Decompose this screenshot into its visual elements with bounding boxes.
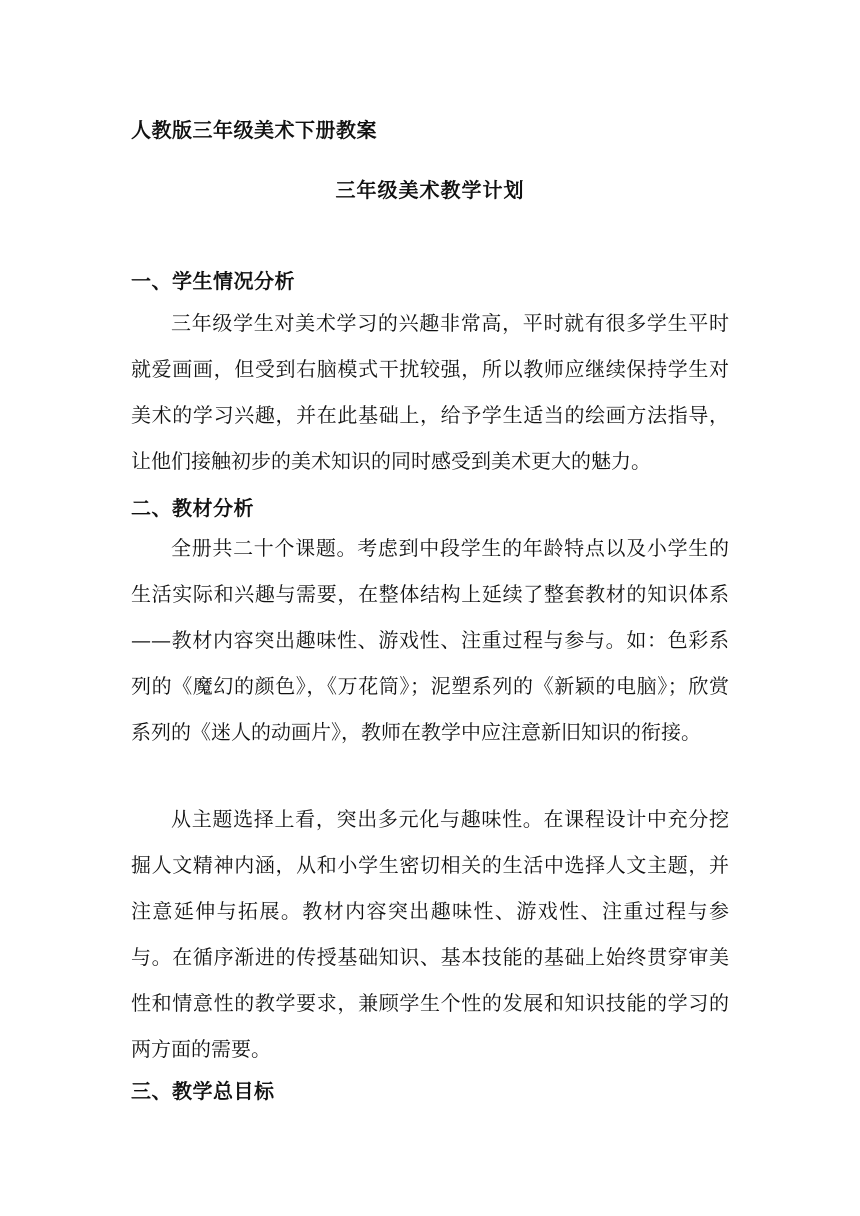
- paragraph-theme-selection: 从主题选择上看，突出多元化与趣味性。在课程设计中充分挖掘人文精神内涵，从和小学生密切相关的生活中选择人文主题，并注意延伸与拓展。教材内容突出趣味性、游戏性、注重过程与参与。在循序渐进的传授基础知识、基本技能的基础上始终贯穿审美性和情意性的教学要求，兼顾学生个性的发展和知识技能的学习的两方面的需要。: [131, 807, 729, 1061]
- section-heading-textbook-analysis: 二、教材分析: [131, 496, 254, 520]
- document-title: 人教版三年级美术下册教案: [131, 118, 377, 142]
- section-heading-teaching-goals: 三、教学总目标: [131, 1079, 275, 1103]
- paragraph-textbook-overview: 全册共二十个课题。考虑到中段学生的年龄特点以及小学生的生活实际和兴趣与需要，在整体结构上延续了整套教材的知识体系——教材内容突出趣味性、游戏性、注重过程与参与。如：色彩系列的《魔幻的颜色》，《万花筒》；泥塑系列的《新颖的电脑》；欣赏系列的《迷人的动画片》，教师在教学中应注意新旧知识的衔接。: [131, 536, 729, 744]
- paragraph-student-analysis: 三年级学生对美术学习的兴趣非常高，平时就有很多学生平时就爱画画，但受到右脑模式干扰较强，所以教师应继续保持学生对美术的学习兴趣，并在此基础上，给予学生适当的绘画方法指导，让他们接触初步的美术知识的同时感受到美术更大的魅力。: [131, 311, 729, 473]
- section-heading-student-analysis: 一、学生情况分析: [131, 269, 295, 293]
- document-subtitle: 三年级美术教学计划: [335, 178, 525, 202]
